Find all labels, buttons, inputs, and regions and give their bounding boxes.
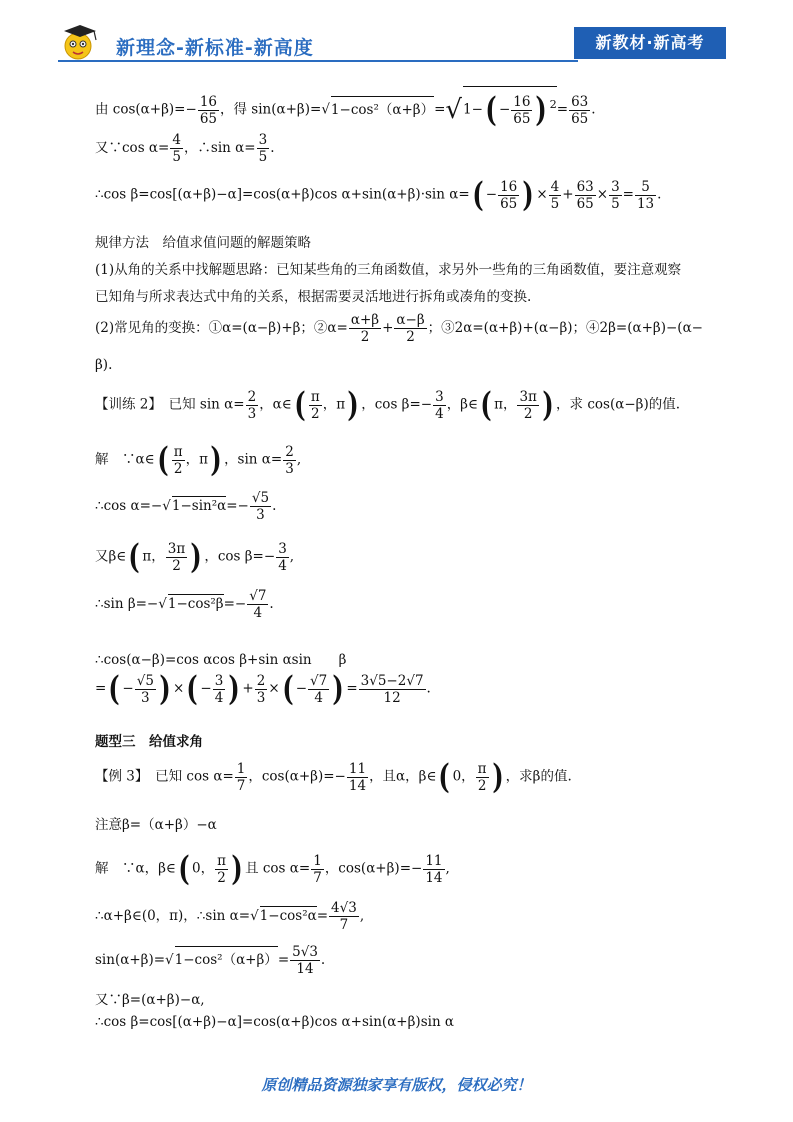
denominator: 12 <box>383 689 401 706</box>
numerator: α−β <box>396 312 425 328</box>
numerator: 63 <box>571 93 589 110</box>
denominator: 2 <box>217 869 226 886</box>
text: π， <box>494 396 517 413</box>
fraction <box>255 673 268 706</box>
fraction <box>433 389 446 422</box>
header-slogan: 新理念-新标准-新高度 <box>116 37 314 59</box>
paren-open: ( <box>178 849 190 889</box>
text: ，cos(α+β)=− <box>324 860 423 877</box>
page-header <box>0 0 793 70</box>
fraction <box>290 944 320 977</box>
example-3-step-5: ∴cos β=cos[(α+β)−α]=cos(α+β)cos α+sin(α+β)sin α <box>95 1014 455 1030</box>
numerator: 16 <box>199 93 217 110</box>
text: . <box>269 596 274 612</box>
denominator: 4 <box>435 405 444 422</box>
method-point-1a: (1)从角的关系中找解题思路：已知某些角的三角函数值，求另外一些角的三角函数值，要注意观察 <box>95 262 682 278</box>
denominator: 13 <box>636 195 655 212</box>
method-title: 规律方法 给值求值问题的解题策略 <box>95 235 311 251</box>
text: ，求 cos(α−β)的值. <box>556 396 680 413</box>
fraction <box>635 179 656 212</box>
denominator: 2 <box>173 460 183 477</box>
text: . <box>426 680 431 697</box>
copyright-footer: 原创精品资源独家享有版权，侵权必究！ <box>261 1076 532 1094</box>
numerator: 63 <box>576 178 594 195</box>
text: − <box>485 186 498 203</box>
fraction <box>498 179 519 212</box>
text: , <box>289 548 295 565</box>
numerator: 11 <box>348 760 367 777</box>
text: 又∵cos α= <box>95 140 170 156</box>
fraction <box>213 673 226 706</box>
solution-line-2 <box>95 132 275 165</box>
numerator: √5 <box>136 672 154 689</box>
text: + <box>242 680 254 697</box>
text: = <box>277 952 290 968</box>
fraction <box>575 179 596 212</box>
text: ∴cos β=cos[(α+β)−α]=cos(α+β)cos α+sin(α+β)·sin α= <box>95 186 470 203</box>
paren-close: ) <box>332 669 344 709</box>
text: × <box>536 186 548 203</box>
numerator: 3 <box>214 672 224 689</box>
denominator: 65 <box>513 110 531 127</box>
text: − <box>498 101 511 118</box>
denominator: 65 <box>571 110 589 127</box>
text: 由 cos(α+β)=− <box>95 101 197 118</box>
fraction <box>349 312 381 345</box>
numerator: π <box>173 443 183 460</box>
paren-open: ( <box>157 440 169 480</box>
numerator: 3π <box>167 540 186 557</box>
example-3-note: 注意β=（α+β）−α <box>95 817 217 833</box>
text: ∴α+β∈(0，π)，∴sin α= <box>95 908 251 924</box>
section-heading-3: 题型三 给值求角 <box>95 734 203 750</box>
text: = <box>95 680 107 697</box>
training-2-step-1 <box>95 440 302 480</box>
paren-open: ( <box>472 175 484 215</box>
text: 0， <box>452 768 475 785</box>
text: ，cos β=− <box>361 396 433 413</box>
numerator: 1 <box>236 760 246 777</box>
numerator: 2 <box>247 388 257 405</box>
text: 解 ∵α∈ <box>95 451 155 468</box>
sqrt-content: 1−sin²α <box>171 498 227 514</box>
denominator: 2 <box>477 777 487 794</box>
mascot-logo-icon <box>58 22 100 62</box>
fraction <box>198 94 219 127</box>
paren-close: ) <box>522 175 534 215</box>
paren-close: ) <box>347 385 359 425</box>
denominator: 14 <box>425 869 443 886</box>
denominator: 2 <box>360 329 370 345</box>
text: 【例 3】 已知 cos α= <box>95 768 234 785</box>
denominator: 14 <box>296 961 314 977</box>
numerator: 11 <box>425 852 443 869</box>
denominator: 5 <box>172 149 181 165</box>
fraction <box>235 761 248 794</box>
fraction <box>172 444 185 477</box>
method-point-2-cont: β). <box>95 357 113 373</box>
fraction <box>308 673 329 706</box>
text: ；③2α=(α+β)+(α−β)；④2β=(α+β)−(α− <box>427 320 703 336</box>
fraction <box>311 853 324 886</box>
text: ，π <box>322 396 346 413</box>
text: − <box>295 680 308 697</box>
fraction <box>215 853 228 886</box>
fraction <box>569 94 590 127</box>
text: =− <box>223 596 247 612</box>
denominator: 4 <box>214 689 224 706</box>
denominator: 5 <box>550 195 560 212</box>
text: . <box>272 498 277 514</box>
text: 且 cos α= <box>245 860 311 877</box>
denominator: 2 <box>406 329 415 345</box>
denominator: 7 <box>236 777 246 794</box>
text: ，且α，β∈ <box>369 768 437 785</box>
example-3-step-3: sin(α+β)=√1−cos²（α+β）= $\frac{5√3}{14}$ . <box>95 944 326 977</box>
text: ，α∈ <box>259 396 292 413</box>
text: , <box>359 908 365 924</box>
denominator: 2 <box>311 405 320 422</box>
text: ，cos(α+β)=− <box>248 768 346 785</box>
numerator: √7 <box>249 588 267 604</box>
paren-close: ) <box>190 537 202 577</box>
denominator: 3 <box>247 405 257 422</box>
fraction <box>394 312 426 345</box>
fraction <box>476 761 489 794</box>
text: = <box>316 908 329 924</box>
sqrt-content <box>462 86 557 130</box>
numerator: 2 <box>256 672 266 689</box>
text: . <box>320 952 326 968</box>
denominator: 2 <box>523 405 533 422</box>
text: ，得 sin(α+β)= <box>220 101 322 118</box>
denominator: 4 <box>278 557 287 574</box>
sqrt-sign: √ <box>445 95 462 125</box>
text: × <box>596 186 609 203</box>
denominator: 4 <box>314 689 323 706</box>
header-badge: 新教材·新高考 <box>574 27 726 59</box>
example-3-step-4: 又∵β=(α+β)−α, <box>95 992 205 1008</box>
fraction <box>246 389 259 422</box>
text: sin(α+β)= <box>95 952 166 968</box>
numerator: 16 <box>513 93 531 110</box>
numerator: 2 <box>285 443 294 460</box>
training-2-step-4: ∴sin β=−√1−cos²β=− $\frac{√7}{4}$ . <box>95 588 274 621</box>
numerator: 1 <box>313 852 322 869</box>
text: + <box>562 186 574 203</box>
text: , <box>445 860 450 877</box>
text: ，sin α= <box>224 451 283 468</box>
training-2-step-3 <box>95 537 295 577</box>
numerator: 4 <box>172 132 181 148</box>
fraction <box>423 853 444 886</box>
paren-close: ) <box>231 849 243 889</box>
numerator: π <box>310 388 320 405</box>
numerator: 5√3 <box>292 944 318 960</box>
text: = <box>556 101 569 118</box>
numerator: 3π <box>519 388 537 405</box>
denominator: 7 <box>339 917 349 933</box>
text: π， <box>142 548 165 565</box>
numerator: π <box>477 760 487 777</box>
denominator: 5 <box>258 149 268 165</box>
fraction <box>166 541 187 574</box>
training-2-step-2: ∴cos α=−√1−sin²α=− $\frac{√5}{3}$ . <box>95 490 277 523</box>
fraction <box>309 389 322 422</box>
example-3-step-1 <box>95 849 450 889</box>
paren-close: ) <box>542 385 554 425</box>
fraction <box>511 94 532 127</box>
denominator: 65 <box>500 195 518 212</box>
text: ，β∈ <box>446 396 478 413</box>
text: ，π <box>185 451 208 468</box>
fraction <box>170 132 183 165</box>
text: . <box>270 140 275 156</box>
text: ∴cos α=− <box>95 498 163 514</box>
training-2-step-6 <box>95 669 431 709</box>
method-point-1b: 已知角与所求表达式中角的关系，根据需要灵活地进行拆角或凑角的变换. <box>95 289 532 305</box>
denominator: 65 <box>199 110 217 127</box>
text: 【训练 2】 已知 sin α= <box>95 396 245 413</box>
denominator: 5 <box>611 195 620 212</box>
paren-close: ) <box>159 669 171 709</box>
text: (2)常见角的变换：①α=(α−β)+β；②α= <box>95 320 348 336</box>
fraction <box>283 444 296 477</box>
text: . <box>591 101 596 118</box>
sqrt-content: 1−cos²（α+β） <box>175 946 278 968</box>
text: ，cos β=− <box>204 548 276 565</box>
numerator: 4 <box>550 178 560 195</box>
paren-open: ( <box>294 385 306 425</box>
numerator: √7 <box>310 672 328 689</box>
fraction <box>257 132 270 165</box>
denominator: 65 <box>576 195 594 212</box>
numerator: 16 <box>500 178 518 195</box>
fraction <box>250 490 271 523</box>
denominator: 3 <box>141 689 150 706</box>
example-3-problem <box>95 757 572 797</box>
fraction <box>347 761 368 794</box>
solution-line-1: 由 cos(α+β)=− $\frac{16}{65}$ ，得 sin(α+β)=√1−cos²（α+β）=√1−( − $\frac{16}{65}$ ) $^2$= $\frac{63}{65}$ . <box>95 86 596 127</box>
denominator: 4 <box>253 605 263 621</box>
text: =− <box>226 498 249 514</box>
text: . <box>657 186 662 203</box>
paren-open: ( <box>108 669 120 709</box>
denominator: 2 <box>172 557 181 574</box>
fraction <box>549 179 562 212</box>
sqrt-content: 1−cos²α <box>259 908 317 924</box>
paren-close: ) <box>228 669 241 709</box>
text: ∴sin β=− <box>95 596 159 612</box>
fraction <box>517 389 538 422</box>
denominator: 3 <box>285 460 294 477</box>
paren-open: ( <box>438 757 451 797</box>
training-2-step-5: ∴cos(α−β)=cos αcos β+sin αsin β <box>95 652 347 668</box>
training-2-problem <box>95 385 680 425</box>
example-3-step-2: ∴α+β∈(0，π)，∴sin α=√1−cos²α= $\frac{4√3}{7}$ , <box>95 900 365 933</box>
fraction <box>609 179 622 212</box>
paren-open: ( <box>282 669 294 709</box>
paren-open: ( <box>480 385 492 425</box>
text: 又β∈ <box>95 548 127 565</box>
text: ，∴sin α= <box>183 140 256 156</box>
fraction <box>359 673 426 706</box>
denominator: 7 <box>313 869 322 886</box>
solution-line-3 <box>95 175 662 215</box>
fraction <box>247 588 268 621</box>
sqrt-content: 1−cos²β <box>167 596 224 612</box>
numerator: 3√5−2√7 <box>360 672 424 689</box>
sqrt-content: 1−cos²（α+β） <box>331 96 434 118</box>
header-divider <box>58 60 578 62</box>
fraction <box>329 900 359 933</box>
method-point-2 <box>95 312 703 345</box>
numerator: π <box>217 852 226 869</box>
text: ，求β的值. <box>505 768 572 785</box>
text: + <box>382 320 394 336</box>
denominator: 14 <box>348 777 367 794</box>
paren-close: ) <box>535 90 548 130</box>
denominator: 3 <box>256 689 266 706</box>
text: − <box>200 680 212 697</box>
paren-open: ( <box>186 669 199 709</box>
numerator: 3 <box>278 540 287 557</box>
numerator: 3 <box>258 132 268 148</box>
paren-open: ( <box>485 90 497 130</box>
numerator: 3 <box>435 388 444 405</box>
text: = <box>622 186 634 203</box>
fraction <box>135 673 156 706</box>
text: , <box>296 451 302 468</box>
text: 0， <box>192 860 215 877</box>
numerator: √5 <box>251 490 270 506</box>
text: = <box>434 101 446 118</box>
numerator: 3 <box>611 178 620 195</box>
paren-close: ) <box>491 757 504 797</box>
denominator: 3 <box>256 507 265 523</box>
paren-open: ( <box>128 537 140 577</box>
text: × <box>268 680 280 697</box>
text: = <box>346 680 358 697</box>
text: − <box>122 680 134 697</box>
numerator: 5 <box>635 179 656 196</box>
text: 1− <box>462 101 483 118</box>
exponent: 2 <box>549 98 557 111</box>
numerator: α+β <box>350 312 380 328</box>
paren-close: ) <box>210 440 222 480</box>
numerator: 4√3 <box>331 900 357 916</box>
text: 解 ∵α，β∈ <box>95 860 176 877</box>
fraction <box>276 541 289 574</box>
text: × <box>173 680 185 697</box>
